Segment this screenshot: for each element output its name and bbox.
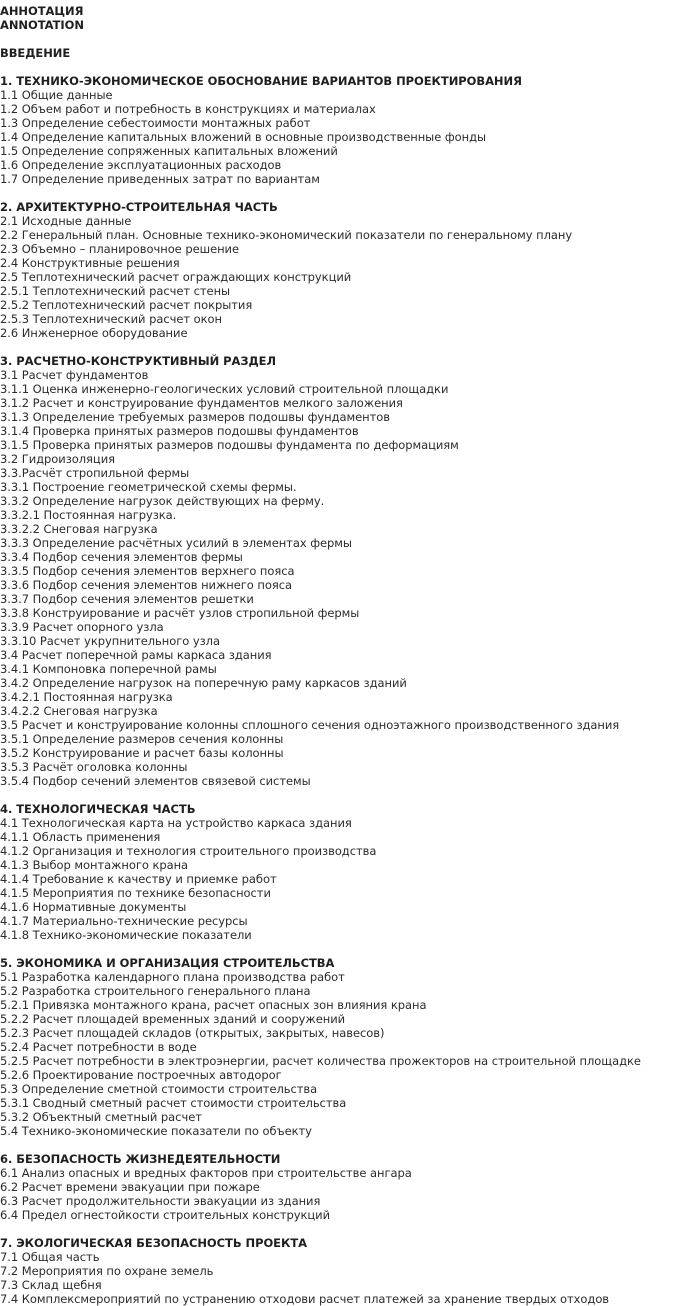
toc-item: 3.5 Расчет и конструирование колонны сплошного сечения одноэтажного производственного здания bbox=[0, 718, 620, 732]
toc-item: 3.3.5 Подбор сечения элементов верхнего пояса bbox=[0, 564, 295, 578]
toc-item: 5.2 Разработка строительного генерального плана bbox=[0, 984, 311, 998]
toc-item: 4.1.2 Организация и технология строительного производства bbox=[0, 844, 377, 858]
toc-item: 2.5.1 Теплотехнический расчет стены bbox=[0, 284, 231, 298]
section-heading: 4. ТЕХНОЛОГИЧЕСКАЯ ЧАСТЬ bbox=[0, 802, 196, 816]
toc-item: 5.3.1 Сводный сметный расчет стоимости строительства bbox=[0, 1096, 347, 1110]
toc-item: 5.4 Технико-экономические показатели по объекту bbox=[0, 1124, 312, 1138]
toc-item: 3.5.4 Подбор сечений элементов связевой системы bbox=[0, 774, 311, 788]
spacer bbox=[0, 1138, 700, 1152]
toc-item: 5.2.4 Расчет потребности в воде bbox=[0, 1040, 197, 1054]
toc-item: 1.4 Определение капитальных вложений в основные производственные фонды bbox=[0, 130, 487, 144]
toc-item: 3.2 Гидроизоляция bbox=[0, 452, 115, 466]
spacer bbox=[0, 186, 700, 200]
toc-item: 3.3.1 Построение геометрической схемы фермы. bbox=[0, 480, 297, 494]
toc-item: 3.4 Расчет поперечной рамы каркаса здания bbox=[0, 648, 272, 662]
toc-item: 1.3 Определение себестоимости монтажных работ bbox=[0, 116, 311, 130]
section-heading: 7. ЭКОЛОГИЧЕСКАЯ БЕЗОПАСНОСТЬ ПРОЕКТА bbox=[0, 1236, 307, 1250]
toc-item: 4.1.1 Область применения bbox=[0, 830, 161, 844]
toc-item: 3.3.2.1 Постоянная нагрузка. bbox=[0, 508, 177, 522]
toc-item: 6.3 Расчет продолжительности эвакуации из здания bbox=[0, 1194, 321, 1208]
toc-item: 3.1.5 Проверка принятых размеров подошвы фундамента по деформациям bbox=[0, 438, 459, 452]
toc-item: 5.2.1 Привязка монтажного крана, расчет опасных зон влияния крана bbox=[0, 998, 427, 1012]
toc-item: 3.1.4 Проверка принятых размеров подошвы фундаментов bbox=[0, 424, 359, 438]
toc-item: 7.2 Мероприятия по охране земель bbox=[0, 1264, 214, 1278]
toc-item: 3.3.3 Определение расчётных усилий в элементах фермы bbox=[0, 536, 352, 550]
toc-item: 2.5 Теплотехнический расчет ограждающих конструкций bbox=[0, 270, 352, 284]
toc-item: 6.2 Расчет времени эвакуации при пожаре bbox=[0, 1180, 260, 1194]
toc-item: 5.2.3 Расчет площадей складов (открытых, закрытых, навесов) bbox=[0, 1026, 385, 1040]
toc-item: 3.3.8 Конструирование и расчёт узлов стропильной фермы bbox=[0, 606, 360, 620]
introduction-heading: ВВЕДЕНИЕ bbox=[0, 46, 71, 60]
toc-item: 1.2 Объем работ и потребность в конструкциях и материалах bbox=[0, 102, 376, 116]
spacer bbox=[0, 788, 700, 802]
table-of-contents bbox=[0, 4, 700, 1306]
toc-item: 3.3.4 Подбор сечения элементов фермы bbox=[0, 550, 243, 564]
spacer bbox=[0, 60, 700, 74]
toc-item: 4.1.5 Мероприятия по технике безопасности bbox=[0, 886, 271, 900]
section-heading: 5. ЭКОНОМИКА И ОРГАНИЗАЦИЯ СТРОИТЕЛЬСТВА bbox=[0, 956, 335, 970]
toc-item: 4.1.4 Требование к качеству и приемке работ bbox=[0, 872, 277, 886]
toc-item: 5.2.2 Расчет площадей временных зданий и сооружений bbox=[0, 1012, 346, 1026]
toc-item: 3.4.2.1 Постоянная нагрузка bbox=[0, 690, 173, 704]
toc-item: 6.1 Анализ опасных и вредных факторов при строительстве ангара bbox=[0, 1166, 412, 1180]
toc-item: 5.1 Разработка календарного плана производства работ bbox=[0, 970, 345, 984]
section-heading: 1. ТЕХНИКО-ЭКОНОМИЧЕСКОЕ ОБОСНОВАНИЕ ВАРИАНТОВ ПРОЕКТИРОВАНИЯ bbox=[0, 74, 522, 88]
toc-item: 3.3.6 Подбор сечения элементов нижнего пояса bbox=[0, 578, 292, 592]
toc-item: 2.2 Генеральный план. Основные технико-экономический показатели по генеральному плану bbox=[0, 228, 573, 242]
toc-item: 3.3.9 Расчет опорного узла bbox=[0, 620, 164, 634]
sections-list bbox=[0, 60, 700, 1306]
toc-item: 3.3.2 Определение нагрузок действующих на ферму. bbox=[0, 494, 325, 508]
toc-item: 3.5.1 Определение размеров сечения колонны bbox=[0, 732, 284, 746]
toc-item: 2.6 Инженерное оборудование bbox=[0, 326, 188, 340]
section-heading: 3. РАСЧЕТНО-КОНСТРУКТИВНЫЙ РАЗДЕЛ bbox=[0, 354, 276, 368]
toc-item: 6.4 Предел огнестойкости строительных конструкций bbox=[0, 1208, 331, 1222]
toc-item: 4.1 Технологическая карта на устройство каркаса здания bbox=[0, 816, 352, 830]
toc-item: 3.4.2.2 Снеговая нагрузка bbox=[0, 704, 158, 718]
toc-item: 2.3 Объемно – планировочное решение bbox=[0, 242, 240, 256]
toc-item: 3.5.3 Расчёт оголовка колонны bbox=[0, 760, 188, 774]
toc-item: 2.5.2 Теплотехнический расчет покрытия bbox=[0, 298, 253, 312]
spacer bbox=[0, 1222, 700, 1236]
toc-item: 3.1.2 Расчет и конструирование фундаментов мелкого заложения bbox=[0, 396, 403, 410]
toc-item: 3.3.Расчёт стропильной фермы bbox=[0, 466, 190, 480]
toc-item: 3.1.1 Оценка инженерно-геологических условий строительной площадки bbox=[0, 382, 449, 396]
toc-item: 4.1.3 Выбор монтажного крана bbox=[0, 858, 189, 872]
toc-item: 4.1.8 Технико-экономические показатели bbox=[0, 928, 252, 942]
toc-item: 5.2.5 Расчет потребности в электроэнергии, расчет количества прожекторов на строительной площадке bbox=[0, 1054, 641, 1068]
toc-item: 5.2.6 Проектирование построечных автодорог bbox=[0, 1068, 282, 1082]
toc-item: 1.7 Определение приведенных затрат по вариантам bbox=[0, 172, 320, 186]
toc-item: 1.5 Определение сопряженных капитальных вложений bbox=[0, 144, 338, 158]
toc-item: 3.4.1 Компоновка поперечной рамы bbox=[0, 662, 217, 676]
toc-item: 2.4 Конструктивные решения bbox=[0, 256, 180, 270]
annotation-heading-en: ANNOTATION bbox=[0, 18, 84, 32]
toc-item: 4.1.7 Материально-технические ресурсы bbox=[0, 914, 248, 928]
toc-item: 1.1 Общие данные bbox=[0, 88, 113, 102]
section-heading: 6. БЕЗОПАСНОСТЬ ЖИЗНЕДЕЯТЕЛЬНОСТИ bbox=[0, 1152, 281, 1166]
section-heading: 2. АРХИТЕКТУРНО-СТРОИТЕЛЬНАЯ ЧАСТЬ bbox=[0, 200, 278, 214]
toc-item: 5.3.2 Объектный сметный расчет bbox=[0, 1110, 202, 1124]
toc-item: 3.3.7 Подбор сечения элементов решетки bbox=[0, 592, 254, 606]
toc-item: 3.4.2 Определение нагрузок на поперечную раму каркасов зданий bbox=[0, 676, 407, 690]
toc-item: 5.3 Определение сметной стоимости строительства bbox=[0, 1082, 318, 1096]
toc-item: 3.1 Расчет фундаментов bbox=[0, 368, 149, 382]
toc-item: 2.5.3 Теплотехнический расчет окон bbox=[0, 312, 222, 326]
annotation-heading-ru: АННОТАЦИЯ bbox=[0, 4, 84, 18]
toc-item: 3.1.3 Определение требуемых размеров подошвы фундаментов bbox=[0, 410, 390, 424]
toc-item: 2.1 Исходные данные bbox=[0, 214, 132, 228]
toc-item: 7.3 Склад щебня bbox=[0, 1278, 102, 1292]
spacer bbox=[0, 340, 700, 354]
toc-item: 3.3.10 Расчет укрупнительного узла bbox=[0, 634, 220, 648]
toc-item: 4.1.6 Нормативные документы bbox=[0, 900, 187, 914]
toc-item: 7.4 Комплексмероприятий по устранению отходови расчет платежей за хранение твердых отходов bbox=[0, 1292, 610, 1306]
spacer bbox=[0, 32, 700, 46]
toc-item: 7.1 Общая часть bbox=[0, 1250, 100, 1264]
spacer bbox=[0, 942, 700, 956]
toc-item: 3.3.2.2 Снеговая нагрузка bbox=[0, 522, 158, 536]
toc-item: 3.5.2 Конструирование и расчет базы колонны bbox=[0, 746, 284, 760]
toc-item: 1.6 Определение эксплуатационных расходов bbox=[0, 158, 282, 172]
